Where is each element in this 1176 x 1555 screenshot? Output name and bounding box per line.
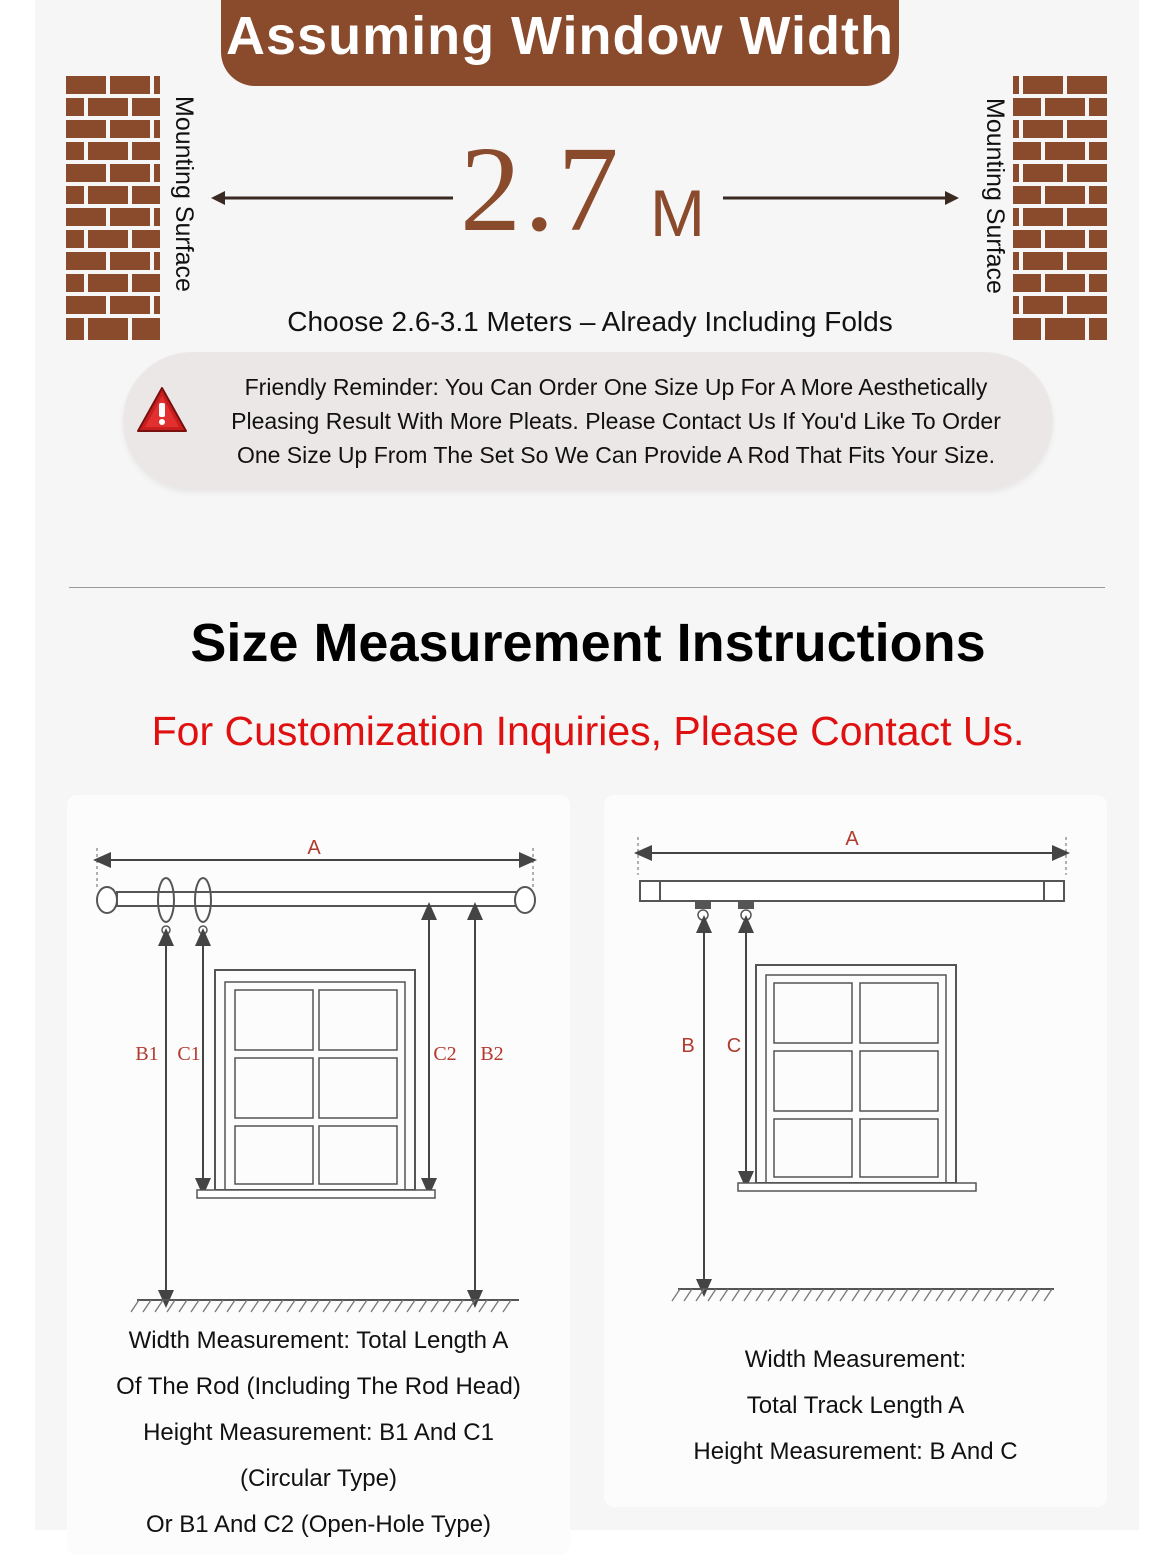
label-a: A [845,828,859,850]
label-a: A [307,837,321,859]
track-caption-line: Height Measurement: B And C [693,1438,1018,1465]
width-value-number: 2.7 [460,122,622,257]
label-c2: C2 [433,1043,457,1065]
reminder-text [196,370,1036,472]
reminder-line: Friendly Reminder: You Can Order One Size Up For A More Aesthetically [244,374,988,400]
track-caption [604,1337,1107,1475]
right-brick-wall [1013,76,1107,342]
width-value-unit: M [650,176,705,250]
rod-caption-line: Width Measurement: Total Length A [128,1327,509,1354]
track-caption-line: Width Measurement: [744,1346,967,1373]
label-b: B [681,1035,695,1057]
track-measurement-diagram [604,815,1107,1315]
rod-caption-line: (Circular Type) [240,1465,397,1492]
track-caption-line: Total Track Length A [746,1392,965,1419]
rod-caption-line: Height Measurement: B1 And C1 [143,1419,494,1446]
section-title: Size Measurement Instructions [190,613,986,673]
warning-icon [136,386,188,434]
banner-title: Assuming Window Width [221,0,899,86]
label-b1: B1 [135,1043,159,1065]
mounting-surface-right-label: Mounting Surface [981,98,1009,294]
rod-caption [67,1318,570,1548]
mounting-surface-left-label: Mounting Surface [170,96,198,292]
rod-caption-line: Of The Rod (Including The Rod Head) [116,1373,521,1400]
reminder-line: Pleasing Result With More Pleats. Please Contact Us If You'd Like To Order [231,408,1001,434]
section-divider [69,587,1105,588]
size-range-note: Choose 2.6-3.1 Meters – Already Including Folds [287,306,893,337]
rod-caption-line: Or B1 And C2 (Open-Hole Type) [145,1511,492,1538]
section-subtitle: For Customization Inquiries, Please Contact Us. [151,708,1025,754]
label-b2: B2 [480,1043,504,1065]
label-c: C [726,1035,742,1057]
left-brick-wall [66,76,160,342]
rod-measurement-diagram [67,820,570,1320]
reminder-line: One Size Up From The Set So We Can Provide A Rod That Fits Your Size. [236,442,996,468]
label-c1: C1 [177,1043,201,1065]
